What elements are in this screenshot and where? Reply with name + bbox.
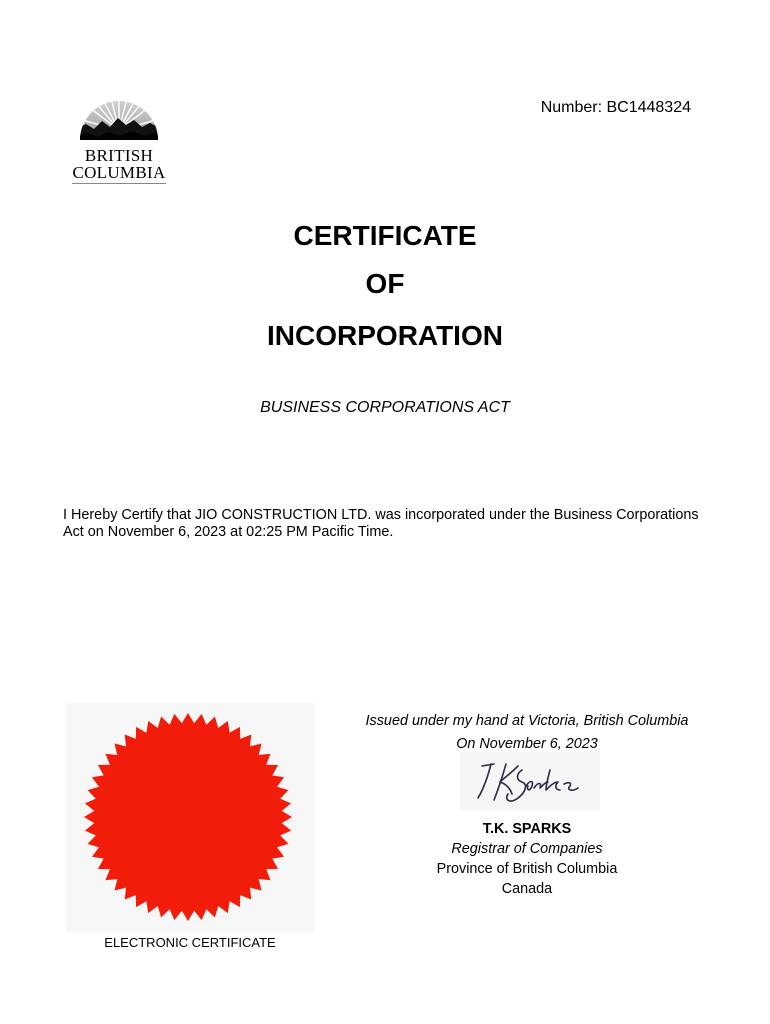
- red-seal-icon: [66, 703, 314, 933]
- logo-text-line1: BRITISH: [84, 146, 154, 165]
- bc-logo: [66, 94, 174, 190]
- registrar-signature: [460, 752, 600, 810]
- seal-caption: ELECTRONIC CERTIFICATE: [104, 935, 276, 950]
- logo-underline: [72, 183, 166, 184]
- act-subtitle: BUSINESS CORPORATIONS ACT: [260, 399, 510, 416]
- handwritten-signature: [460, 752, 600, 810]
- sun-mountains-icon: [78, 94, 160, 146]
- seal-starburst: [84, 713, 292, 921]
- seal-area: [66, 703, 314, 933]
- certificate-number: Number: BC1448324: [540, 99, 691, 116]
- title-line-of: OF: [365, 268, 405, 299]
- registrar-name: T.K. SPARKS: [482, 821, 572, 837]
- title-line-certificate: CERTIFICATE: [293, 220, 477, 251]
- registrar-province: Province of British Columbia: [436, 861, 618, 877]
- logo-text-line2: COLUMBIA: [72, 163, 166, 182]
- registrar-country: Canada: [501, 881, 553, 897]
- certification-statement: I Hereby Certify that JIO CONSTRUCTION LTD. was incorporated under the Business Corporations Act on November 6, 2023 at 02:25 PM Pacific Time.: [63, 507, 699, 540]
- title-line-incorporation: INCORPORATION: [267, 320, 503, 351]
- registrar-title: Registrar of Companies: [451, 841, 603, 857]
- issued-date-line: On November 6, 2023: [456, 736, 598, 752]
- issued-place-line: Issued under my hand at Victoria, British Columbia: [365, 713, 689, 729]
